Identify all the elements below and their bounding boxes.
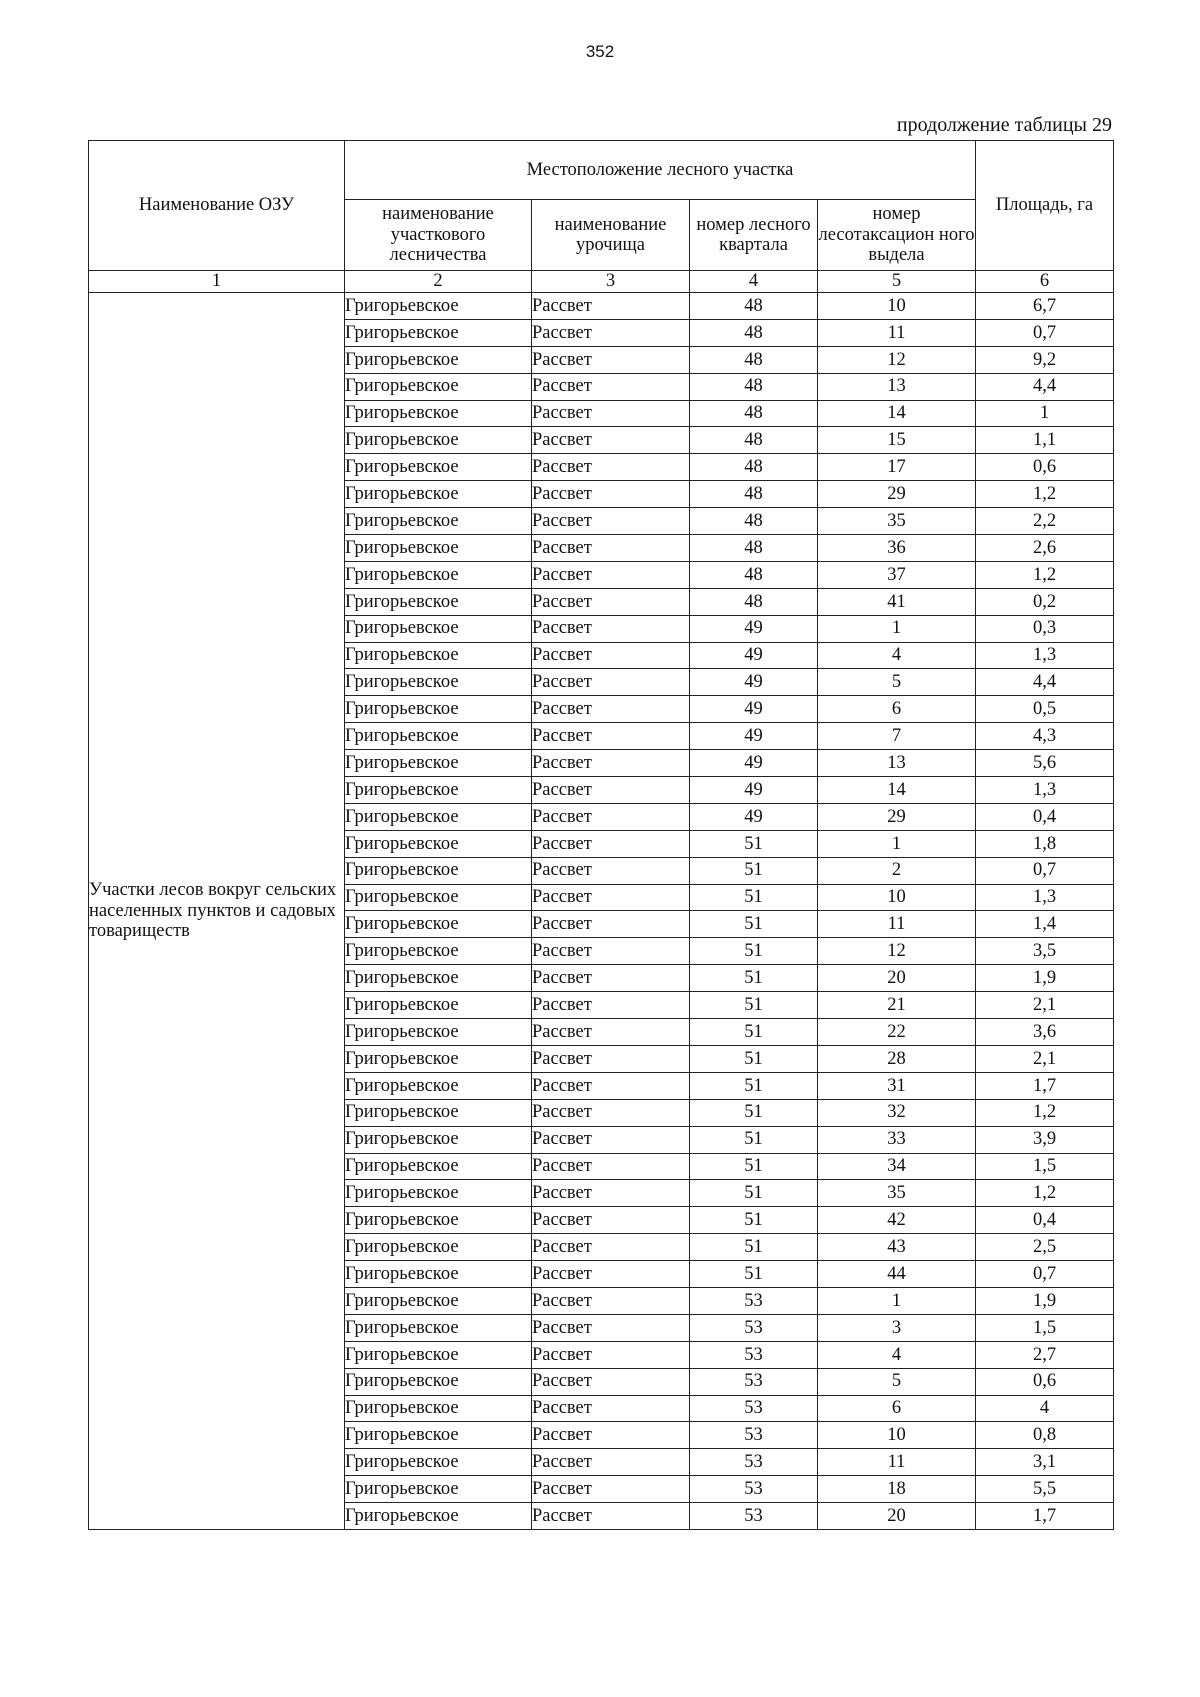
cell-tract: Рассвет (532, 857, 690, 884)
cell-forestry: Григорьевское (345, 1153, 532, 1180)
cell-quarter: 53 (690, 1422, 818, 1449)
cell-quarter: 48 (690, 588, 818, 615)
cell-area: 3,9 (976, 1126, 1114, 1153)
cell-forestry: Григорьевское (345, 1072, 532, 1099)
cell-area: 4,4 (976, 373, 1114, 400)
cell-area: 0,6 (976, 454, 1114, 481)
cell-area: 1,9 (976, 965, 1114, 992)
cell-area: 1,2 (976, 481, 1114, 508)
cell-forestry: Григорьевское (345, 1449, 532, 1476)
cell-tract: Рассвет (532, 1072, 690, 1099)
cell-quarter: 51 (690, 1099, 818, 1126)
header-quarter: номер лесного квартала (690, 200, 818, 271)
cell-tract: Рассвет (532, 992, 690, 1019)
cell-quarter: 48 (690, 373, 818, 400)
cell-quarter: 51 (690, 911, 818, 938)
cell-area: 1,1 (976, 427, 1114, 454)
cell-allotment: 36 (818, 535, 976, 562)
header-area: Площадь, га (976, 141, 1114, 271)
cell-area: 1,2 (976, 1180, 1114, 1207)
cell-forestry: Григорьевское (345, 992, 532, 1019)
cell-area: 2,7 (976, 1341, 1114, 1368)
cell-quarter: 51 (690, 1180, 818, 1207)
cell-allotment: 13 (818, 750, 976, 777)
cell-area: 4,3 (976, 723, 1114, 750)
cell-allotment: 11 (818, 319, 976, 346)
cell-forestry: Григорьевское (345, 1503, 532, 1530)
table-body (89, 293, 1114, 1530)
cell-tract: Рассвет (532, 750, 690, 777)
cell-area: 0,7 (976, 1261, 1114, 1288)
cell-tract: Рассвет (532, 1019, 690, 1046)
cell-tract: Рассвет (532, 669, 690, 696)
cell-area: 1,9 (976, 1287, 1114, 1314)
cell-tract: Рассвет (532, 830, 690, 857)
cell-forestry: Григорьевское (345, 1126, 532, 1153)
cell-tract: Рассвет (532, 508, 690, 535)
cell-quarter: 51 (690, 830, 818, 857)
cell-area: 1,5 (976, 1314, 1114, 1341)
cell-forestry: Григорьевское (345, 454, 532, 481)
cell-area: 1,5 (976, 1153, 1114, 1180)
cell-tract: Рассвет (532, 481, 690, 508)
cell-area: 1,3 (976, 777, 1114, 804)
cell-forestry: Григорьевское (345, 857, 532, 884)
cell-forestry: Григорьевское (345, 346, 532, 373)
cell-area: 0,7 (976, 319, 1114, 346)
cell-allotment: 21 (818, 992, 976, 1019)
cell-quarter: 53 (690, 1287, 818, 1314)
cell-tract: Рассвет (532, 1341, 690, 1368)
cell-allotment: 34 (818, 1153, 976, 1180)
cell-quarter: 48 (690, 346, 818, 373)
cell-area: 2,2 (976, 508, 1114, 535)
cell-area: 0,6 (976, 1368, 1114, 1395)
cell-tract: Рассвет (532, 561, 690, 588)
cell-allotment: 15 (818, 427, 976, 454)
cell-tract: Рассвет (532, 965, 690, 992)
header-forestry: наименование участкового лесничества (345, 200, 532, 271)
cell-allotment: 4 (818, 1341, 976, 1368)
cell-quarter: 53 (690, 1395, 818, 1422)
cell-allotment: 1 (818, 1287, 976, 1314)
cell-allotment: 14 (818, 777, 976, 804)
cell-quarter: 49 (690, 642, 818, 669)
cell-tract: Рассвет (532, 911, 690, 938)
cell-forestry: Григорьевское (345, 373, 532, 400)
cell-allotment: 32 (818, 1099, 976, 1126)
cell-area: 0,5 (976, 696, 1114, 723)
cell-quarter: 51 (690, 1126, 818, 1153)
cell-tract: Рассвет (532, 588, 690, 615)
cell-tract: Рассвет (532, 1314, 690, 1341)
cell-allotment: 20 (818, 1503, 976, 1530)
cell-area: 0,7 (976, 857, 1114, 884)
cell-quarter: 51 (690, 1072, 818, 1099)
cell-tract: Рассвет (532, 1476, 690, 1503)
cell-forestry: Григорьевское (345, 1341, 532, 1368)
cell-forestry: Григорьевское (345, 561, 532, 588)
cell-forestry: Григорьевское (345, 884, 532, 911)
table-header (89, 141, 1114, 293)
cell-area: 1,7 (976, 1503, 1114, 1530)
continuation-label: продолжение таблицы 29 (896, 114, 1112, 136)
cell-tract: Рассвет (532, 1207, 690, 1234)
header-ozu-name: Наименование ОЗУ (89, 141, 345, 271)
cell-forestry: Григорьевское (345, 293, 532, 320)
cell-area: 0,2 (976, 588, 1114, 615)
cell-area: 2,6 (976, 535, 1114, 562)
cell-tract: Рассвет (532, 1045, 690, 1072)
cell-quarter: 49 (690, 803, 818, 830)
cell-allotment: 13 (818, 373, 976, 400)
cell-allotment: 12 (818, 938, 976, 965)
cell-area: 0,8 (976, 1422, 1114, 1449)
cell-area: 1,2 (976, 561, 1114, 588)
cell-area: 1,2 (976, 1099, 1114, 1126)
cell-forestry: Григорьевское (345, 400, 532, 427)
cell-forestry: Григорьевское (345, 481, 532, 508)
cell-quarter: 48 (690, 400, 818, 427)
cell-forestry: Григорьевское (345, 427, 532, 454)
cell-area: 0,4 (976, 803, 1114, 830)
cell-quarter: 53 (690, 1449, 818, 1476)
cell-area: 1 (976, 400, 1114, 427)
header-tract: наименование урочища (532, 200, 690, 271)
cell-quarter: 49 (690, 723, 818, 750)
cell-forestry: Григорьевское (345, 723, 532, 750)
cell-forestry: Григорьевское (345, 669, 532, 696)
cell-forestry: Григорьевское (345, 1422, 532, 1449)
table-row (89, 293, 1114, 320)
cell-area: 1,3 (976, 642, 1114, 669)
cell-allotment: 5 (818, 1368, 976, 1395)
cell-quarter: 49 (690, 669, 818, 696)
cell-allotment: 33 (818, 1126, 976, 1153)
cell-forestry: Григорьевское (345, 830, 532, 857)
column-number: 4 (690, 271, 818, 293)
cell-quarter: 48 (690, 454, 818, 481)
cell-forestry: Григорьевское (345, 1207, 532, 1234)
cell-quarter: 51 (690, 857, 818, 884)
cell-allotment: 22 (818, 1019, 976, 1046)
cell-tract: Рассвет (532, 346, 690, 373)
cell-allotment: 1 (818, 615, 976, 642)
cell-tract: Рассвет (532, 1368, 690, 1395)
cell-tract: Рассвет (532, 427, 690, 454)
cell-allotment: 28 (818, 1045, 976, 1072)
cell-quarter: 51 (690, 938, 818, 965)
column-number: 2 (345, 271, 532, 293)
cell-forestry: Григорьевское (345, 1045, 532, 1072)
cell-allotment: 44 (818, 1261, 976, 1288)
cell-forestry: Григорьевское (345, 508, 532, 535)
forest-plots-table (88, 140, 1114, 1530)
cell-area: 3,6 (976, 1019, 1114, 1046)
cell-quarter: 51 (690, 1153, 818, 1180)
cell-quarter: 48 (690, 481, 818, 508)
cell-allotment: 4 (818, 642, 976, 669)
cell-quarter: 53 (690, 1503, 818, 1530)
cell-area: 1,3 (976, 884, 1114, 911)
cell-tract: Рассвет (532, 1153, 690, 1180)
column-number: 5 (818, 271, 976, 293)
cell-tract: Рассвет (532, 696, 690, 723)
cell-allotment: 10 (818, 884, 976, 911)
cell-tract: Рассвет (532, 1180, 690, 1207)
cell-allotment: 37 (818, 561, 976, 588)
cell-area: 6,7 (976, 293, 1114, 320)
cell-tract: Рассвет (532, 1449, 690, 1476)
cell-quarter: 48 (690, 508, 818, 535)
cell-quarter: 48 (690, 561, 818, 588)
cell-forestry: Григорьевское (345, 803, 532, 830)
cell-allotment: 31 (818, 1072, 976, 1099)
cell-tract: Рассвет (532, 400, 690, 427)
cell-area: 1,7 (976, 1072, 1114, 1099)
cell-quarter: 49 (690, 750, 818, 777)
cell-quarter: 51 (690, 965, 818, 992)
cell-area: 5,6 (976, 750, 1114, 777)
cell-allotment: 6 (818, 696, 976, 723)
cell-tract: Рассвет (532, 1422, 690, 1449)
cell-tract: Рассвет (532, 1099, 690, 1126)
cell-allotment: 10 (818, 293, 976, 320)
cell-area: 3,5 (976, 938, 1114, 965)
cell-quarter: 51 (690, 1045, 818, 1072)
cell-quarter: 51 (690, 992, 818, 1019)
cell-forestry: Григорьевское (345, 1476, 532, 1503)
cell-quarter: 53 (690, 1314, 818, 1341)
cell-allotment: 12 (818, 346, 976, 373)
cell-allotment: 2 (818, 857, 976, 884)
cell-quarter: 48 (690, 427, 818, 454)
cell-allotment: 6 (818, 1395, 976, 1422)
header-location: Местоположение лесного участка (345, 141, 976, 200)
cell-tract: Рассвет (532, 803, 690, 830)
cell-area: 9,2 (976, 346, 1114, 373)
cell-allotment: 11 (818, 1449, 976, 1476)
cell-forestry: Григорьевское (345, 1368, 532, 1395)
cell-tract: Рассвет (532, 373, 690, 400)
cell-forestry: Григорьевское (345, 1395, 532, 1422)
cell-area: 1,8 (976, 830, 1114, 857)
cell-forestry: Григорьевское (345, 588, 532, 615)
cell-quarter: 49 (690, 696, 818, 723)
cell-tract: Рассвет (532, 1287, 690, 1314)
cell-forestry: Григорьевское (345, 777, 532, 804)
cell-allotment: 11 (818, 911, 976, 938)
cell-tract: Рассвет (532, 615, 690, 642)
cell-area: 2,1 (976, 992, 1114, 1019)
cell-forestry: Григорьевское (345, 1287, 532, 1314)
cell-allotment: 10 (818, 1422, 976, 1449)
cell-forestry: Григорьевское (345, 750, 532, 777)
cell-forestry: Григорьевское (345, 1234, 532, 1261)
cell-quarter: 53 (690, 1368, 818, 1395)
cell-tract: Рассвет (532, 319, 690, 346)
header-allotment: номер лесотаксацион ного выдела (818, 200, 976, 271)
cell-tract: Рассвет (532, 535, 690, 562)
cell-quarter: 51 (690, 1207, 818, 1234)
cell-area: 2,1 (976, 1045, 1114, 1072)
column-number: 1 (89, 271, 345, 293)
column-number: 3 (532, 271, 690, 293)
cell-allotment: 3 (818, 1314, 976, 1341)
cell-quarter: 48 (690, 293, 818, 320)
cell-area: 2,5 (976, 1234, 1114, 1261)
cell-quarter: 49 (690, 777, 818, 804)
cell-quarter: 48 (690, 319, 818, 346)
cell-tract: Рассвет (532, 777, 690, 804)
cell-forestry: Григорьевское (345, 642, 532, 669)
cell-quarter: 51 (690, 884, 818, 911)
cell-allotment: 41 (818, 588, 976, 615)
cell-forestry: Григорьевское (345, 938, 532, 965)
column-numbers-row (89, 271, 1114, 293)
cell-allotment: 14 (818, 400, 976, 427)
cell-forestry: Григорьевское (345, 1099, 532, 1126)
cell-area: 4 (976, 1395, 1114, 1422)
cell-area: 1,4 (976, 911, 1114, 938)
cell-tract: Рассвет (532, 1126, 690, 1153)
cell-allotment: 43 (818, 1234, 976, 1261)
cell-tract: Рассвет (532, 723, 690, 750)
cell-tract: Рассвет (532, 642, 690, 669)
cell-allotment: 29 (818, 803, 976, 830)
cell-tract: Рассвет (532, 1503, 690, 1530)
cell-ozu-name: Участки лесов вокруг сельских населенных пунктов и садовых товариществ (89, 293, 345, 1530)
cell-forestry: Григорьевское (345, 1261, 532, 1288)
cell-area: 0,3 (976, 615, 1114, 642)
cell-tract: Рассвет (532, 1261, 690, 1288)
cell-quarter: 49 (690, 615, 818, 642)
cell-quarter: 51 (690, 1234, 818, 1261)
cell-allotment: 20 (818, 965, 976, 992)
cell-area: 5,5 (976, 1476, 1114, 1503)
cell-allotment: 35 (818, 1180, 976, 1207)
cell-tract: Рассвет (532, 938, 690, 965)
cell-quarter: 51 (690, 1261, 818, 1288)
cell-forestry: Григорьевское (345, 615, 532, 642)
page-number: 352 (585, 42, 615, 61)
column-number: 6 (976, 271, 1114, 293)
cell-tract: Рассвет (532, 884, 690, 911)
cell-forestry: Григорьевское (345, 911, 532, 938)
cell-quarter: 53 (690, 1476, 818, 1503)
cell-allotment: 42 (818, 1207, 976, 1234)
cell-forestry: Григорьевское (345, 1019, 532, 1046)
cell-allotment: 1 (818, 830, 976, 857)
cell-area: 4,4 (976, 669, 1114, 696)
cell-allotment: 18 (818, 1476, 976, 1503)
cell-tract: Рассвет (532, 293, 690, 320)
cell-forestry: Григорьевское (345, 1314, 532, 1341)
cell-quarter: 53 (690, 1341, 818, 1368)
cell-tract: Рассвет (532, 454, 690, 481)
cell-forestry: Григорьевское (345, 319, 532, 346)
cell-forestry: Григорьевское (345, 965, 532, 992)
cell-area: 3,1 (976, 1449, 1114, 1476)
cell-allotment: 5 (818, 669, 976, 696)
cell-forestry: Григорьевское (345, 1180, 532, 1207)
cell-quarter: 48 (690, 535, 818, 562)
cell-tract: Рассвет (532, 1234, 690, 1261)
cell-allotment: 17 (818, 454, 976, 481)
cell-allotment: 29 (818, 481, 976, 508)
cell-forestry: Григорьевское (345, 696, 532, 723)
cell-allotment: 35 (818, 508, 976, 535)
cell-area: 0,4 (976, 1207, 1114, 1234)
cell-quarter: 51 (690, 1019, 818, 1046)
cell-allotment: 7 (818, 723, 976, 750)
cell-forestry: Григорьевское (345, 535, 532, 562)
cell-tract: Рассвет (532, 1395, 690, 1422)
